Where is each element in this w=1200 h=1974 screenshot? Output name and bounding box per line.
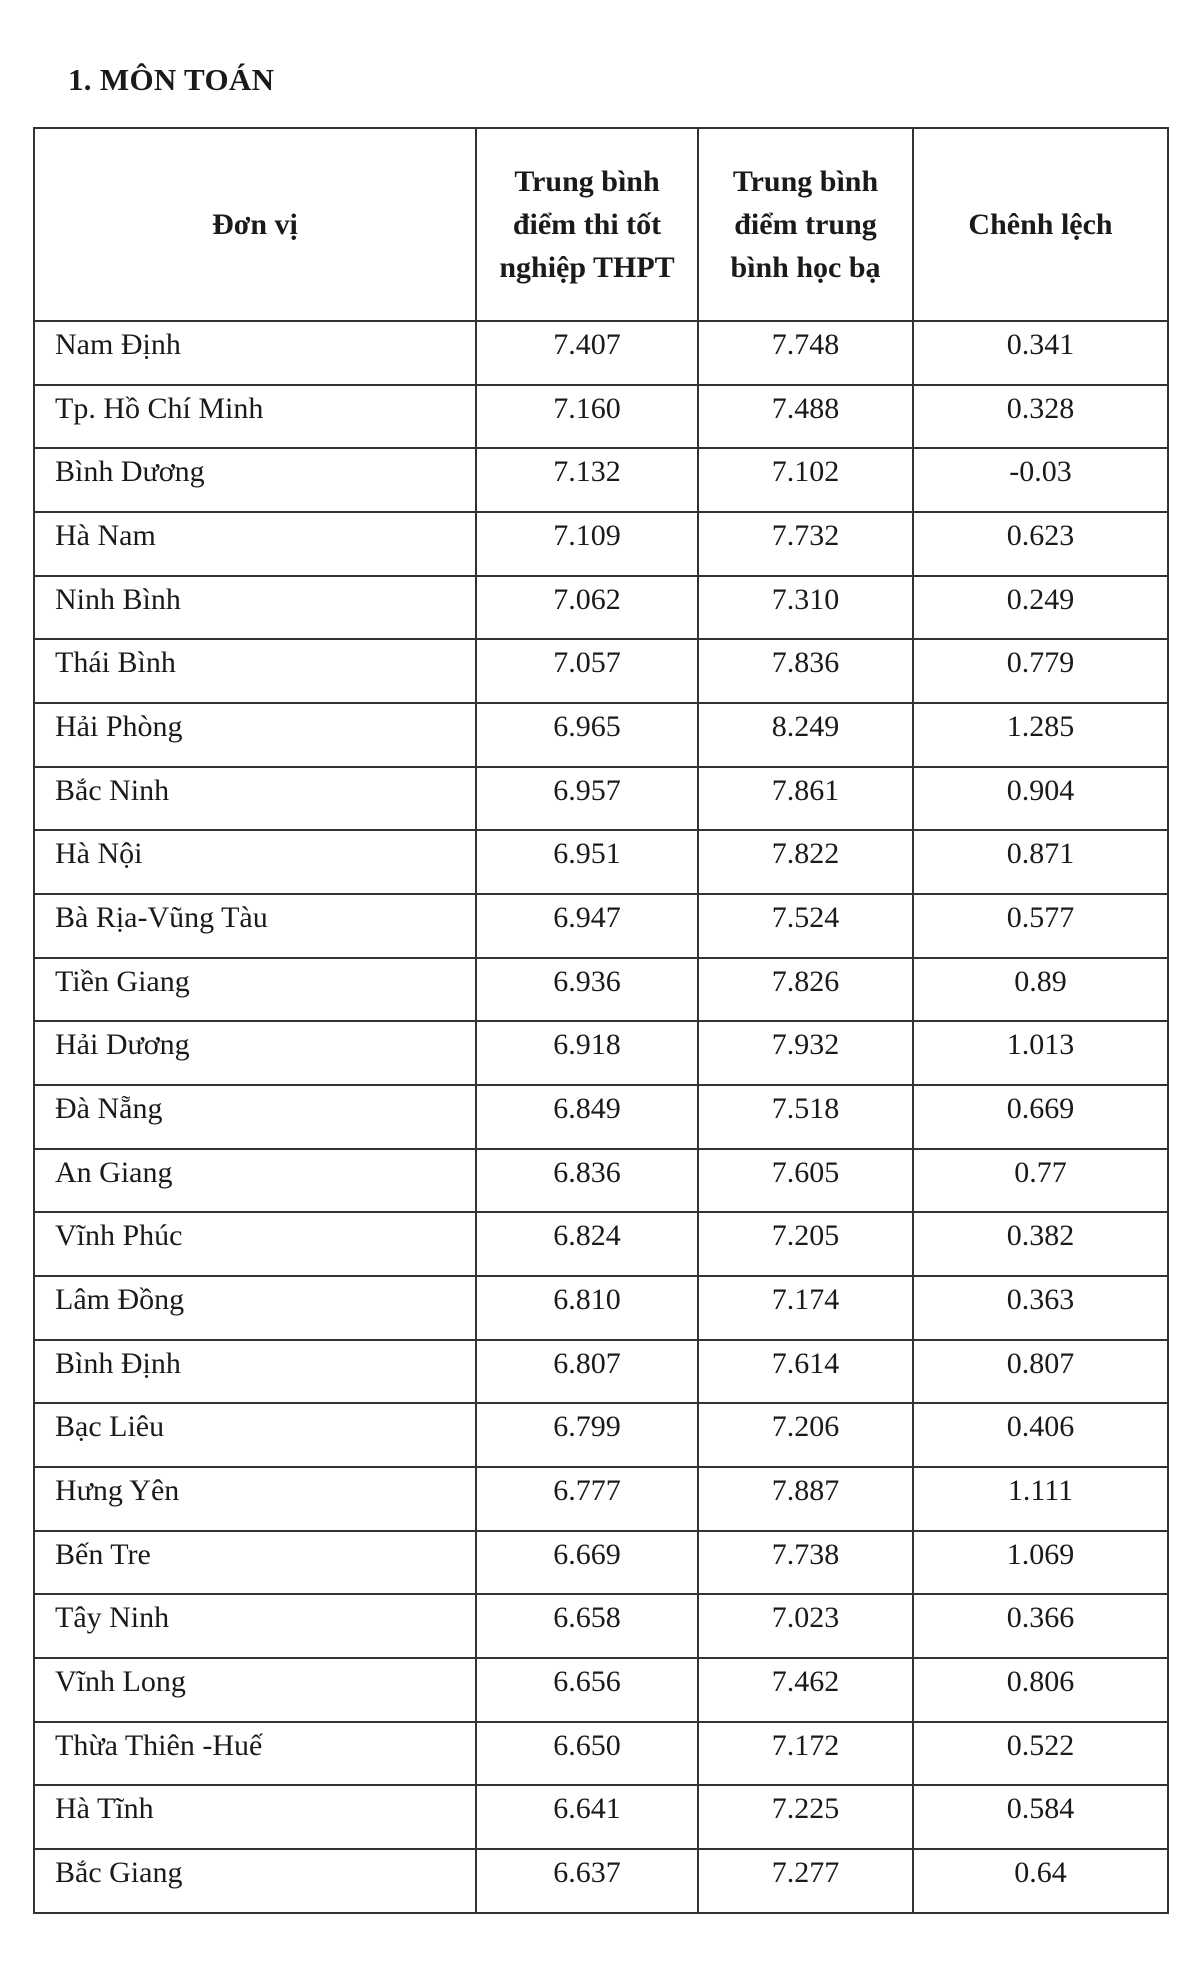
cell-unit: Bạc Liêu <box>34 1403 476 1467</box>
table-row <box>34 1658 1168 1722</box>
cell-difference: 0.806 <box>913 1658 1168 1722</box>
cell-unit: Bình Dương <box>34 448 476 512</box>
table-row <box>34 321 1168 385</box>
cell-exam-avg: 6.824 <box>476 1212 698 1276</box>
cell-exam-avg: 6.650 <box>476 1722 698 1786</box>
cell-difference: 0.406 <box>913 1403 1168 1467</box>
cell-unit: Hà Tĩnh <box>34 1785 476 1849</box>
cell-transcript-avg: 7.932 <box>698 1021 913 1085</box>
header-transcript-avg: Trung bình điểm trung bình học bạ <box>698 128 913 321</box>
table-row <box>34 830 1168 894</box>
cell-unit: Đà Nẵng <box>34 1085 476 1149</box>
cell-unit: Bắc Ninh <box>34 767 476 831</box>
cell-difference: 1.285 <box>913 703 1168 767</box>
table-row <box>34 1212 1168 1276</box>
cell-transcript-avg: 7.462 <box>698 1658 913 1722</box>
cell-unit: Hưng Yên <box>34 1467 476 1531</box>
cell-exam-avg: 6.669 <box>476 1531 698 1595</box>
table-row <box>34 1021 1168 1085</box>
cell-transcript-avg: 7.174 <box>698 1276 913 1340</box>
table-row <box>34 1403 1168 1467</box>
cell-unit: Hà Nội <box>34 830 476 894</box>
cell-difference: 1.111 <box>913 1467 1168 1531</box>
cell-unit: Hà Nam <box>34 512 476 576</box>
cell-exam-avg: 6.641 <box>476 1785 698 1849</box>
cell-difference: 0.577 <box>913 894 1168 958</box>
cell-exam-avg: 6.836 <box>476 1149 698 1213</box>
cell-exam-avg: 6.918 <box>476 1021 698 1085</box>
cell-exam-avg: 6.810 <box>476 1276 698 1340</box>
cell-difference: 1.069 <box>913 1531 1168 1595</box>
cell-unit: Hải Phòng <box>34 703 476 767</box>
cell-exam-avg: 6.965 <box>476 703 698 767</box>
table-row <box>34 1531 1168 1595</box>
cell-difference: 0.64 <box>913 1849 1168 1913</box>
cell-exam-avg: 7.062 <box>476 576 698 640</box>
table-row <box>34 1849 1168 1913</box>
table-row <box>34 894 1168 958</box>
cell-difference: 0.807 <box>913 1340 1168 1404</box>
cell-exam-avg: 6.656 <box>476 1658 698 1722</box>
table-row <box>34 767 1168 831</box>
table-row <box>34 1594 1168 1658</box>
table-row <box>34 1276 1168 1340</box>
cell-transcript-avg: 7.518 <box>698 1085 913 1149</box>
cell-difference: 0.584 <box>913 1785 1168 1849</box>
cell-difference: 0.328 <box>913 385 1168 449</box>
table-row <box>34 1149 1168 1213</box>
cell-exam-avg: 6.936 <box>476 958 698 1022</box>
cell-difference: 0.623 <box>913 512 1168 576</box>
table-row <box>34 1085 1168 1149</box>
cell-difference: 0.382 <box>913 1212 1168 1276</box>
cell-transcript-avg: 7.738 <box>698 1531 913 1595</box>
cell-transcript-avg: 7.488 <box>698 385 913 449</box>
cell-transcript-avg: 7.524 <box>698 894 913 958</box>
cell-exam-avg: 6.637 <box>476 1849 698 1913</box>
table-row <box>34 639 1168 703</box>
cell-transcript-avg: 8.249 <box>698 703 913 767</box>
cell-transcript-avg: 7.836 <box>698 639 913 703</box>
cell-unit: Nam Định <box>34 321 476 385</box>
cell-exam-avg: 6.658 <box>476 1594 698 1658</box>
cell-exam-avg: 6.951 <box>476 830 698 894</box>
table-row <box>34 1722 1168 1786</box>
cell-difference: 0.669 <box>913 1085 1168 1149</box>
table-row <box>34 1340 1168 1404</box>
header-row <box>34 128 1168 321</box>
cell-unit: Thừa Thiên -Huế <box>34 1722 476 1786</box>
cell-transcript-avg: 7.822 <box>698 830 913 894</box>
cell-unit: Vĩnh Long <box>34 1658 476 1722</box>
cell-unit: Bắc Giang <box>34 1849 476 1913</box>
cell-difference: 1.013 <box>913 1021 1168 1085</box>
scores-table <box>33 127 1169 1914</box>
cell-difference: 0.341 <box>913 321 1168 385</box>
cell-transcript-avg: 7.277 <box>698 1849 913 1913</box>
cell-unit: Tiền Giang <box>34 958 476 1022</box>
cell-exam-avg: 6.799 <box>476 1403 698 1467</box>
cell-exam-avg: 6.957 <box>476 767 698 831</box>
cell-exam-avg: 7.132 <box>476 448 698 512</box>
cell-transcript-avg: 7.205 <box>698 1212 913 1276</box>
cell-transcript-avg: 7.732 <box>698 512 913 576</box>
cell-transcript-avg: 7.614 <box>698 1340 913 1404</box>
cell-unit: Bình Định <box>34 1340 476 1404</box>
cell-transcript-avg: 7.225 <box>698 1785 913 1849</box>
table-row <box>34 385 1168 449</box>
cell-difference: -0.03 <box>913 448 1168 512</box>
header-exam-avg: Trung bình điểm thi tốt nghiệp THPT <box>476 128 698 321</box>
cell-exam-avg: 7.407 <box>476 321 698 385</box>
cell-transcript-avg: 7.172 <box>698 1722 913 1786</box>
cell-difference: 0.363 <box>913 1276 1168 1340</box>
table-row <box>34 512 1168 576</box>
cell-difference: 0.871 <box>913 830 1168 894</box>
cell-transcript-avg: 7.206 <box>698 1403 913 1467</box>
section-title: 1. MÔN TOÁN <box>68 62 275 97</box>
table-body <box>34 321 1168 1913</box>
header-unit: Đơn vị <box>34 128 476 321</box>
cell-exam-avg: 6.849 <box>476 1085 698 1149</box>
cell-exam-avg: 6.807 <box>476 1340 698 1404</box>
cell-unit: Thái Bình <box>34 639 476 703</box>
cell-difference: 0.89 <box>913 958 1168 1022</box>
table-row <box>34 576 1168 640</box>
cell-difference: 0.366 <box>913 1594 1168 1658</box>
cell-exam-avg: 7.057 <box>476 639 698 703</box>
cell-unit: Lâm Đồng <box>34 1276 476 1340</box>
cell-exam-avg: 6.777 <box>476 1467 698 1531</box>
cell-unit: Bến Tre <box>34 1531 476 1595</box>
cell-unit: Hải Dương <box>34 1021 476 1085</box>
table-row <box>34 958 1168 1022</box>
header-difference: Chênh lệch <box>913 128 1168 321</box>
table-header <box>34 128 1168 321</box>
cell-difference: 0.904 <box>913 767 1168 831</box>
cell-exam-avg: 7.160 <box>476 385 698 449</box>
cell-difference: 0.249 <box>913 576 1168 640</box>
cell-transcript-avg: 7.310 <box>698 576 913 640</box>
cell-difference: 0.77 <box>913 1149 1168 1213</box>
table-row <box>34 448 1168 512</box>
cell-unit: Vĩnh Phúc <box>34 1212 476 1276</box>
cell-transcript-avg: 7.826 <box>698 958 913 1022</box>
cell-exam-avg: 7.109 <box>476 512 698 576</box>
table-row <box>34 703 1168 767</box>
cell-unit: An Giang <box>34 1149 476 1213</box>
cell-difference: 0.522 <box>913 1722 1168 1786</box>
cell-difference: 0.779 <box>913 639 1168 703</box>
cell-transcript-avg: 7.605 <box>698 1149 913 1213</box>
cell-unit: Tây Ninh <box>34 1594 476 1658</box>
cell-transcript-avg: 7.861 <box>698 767 913 831</box>
cell-unit: Ninh Bình <box>34 576 476 640</box>
cell-transcript-avg: 7.102 <box>698 448 913 512</box>
table-row <box>34 1785 1168 1849</box>
cell-transcript-avg: 7.023 <box>698 1594 913 1658</box>
table-row <box>34 1467 1168 1531</box>
cell-exam-avg: 6.947 <box>476 894 698 958</box>
cell-unit: Bà Rịa-Vũng Tàu <box>34 894 476 958</box>
cell-unit: Tp. Hồ Chí Minh <box>34 385 476 449</box>
cell-transcript-avg: 7.887 <box>698 1467 913 1531</box>
cell-transcript-avg: 7.748 <box>698 321 913 385</box>
